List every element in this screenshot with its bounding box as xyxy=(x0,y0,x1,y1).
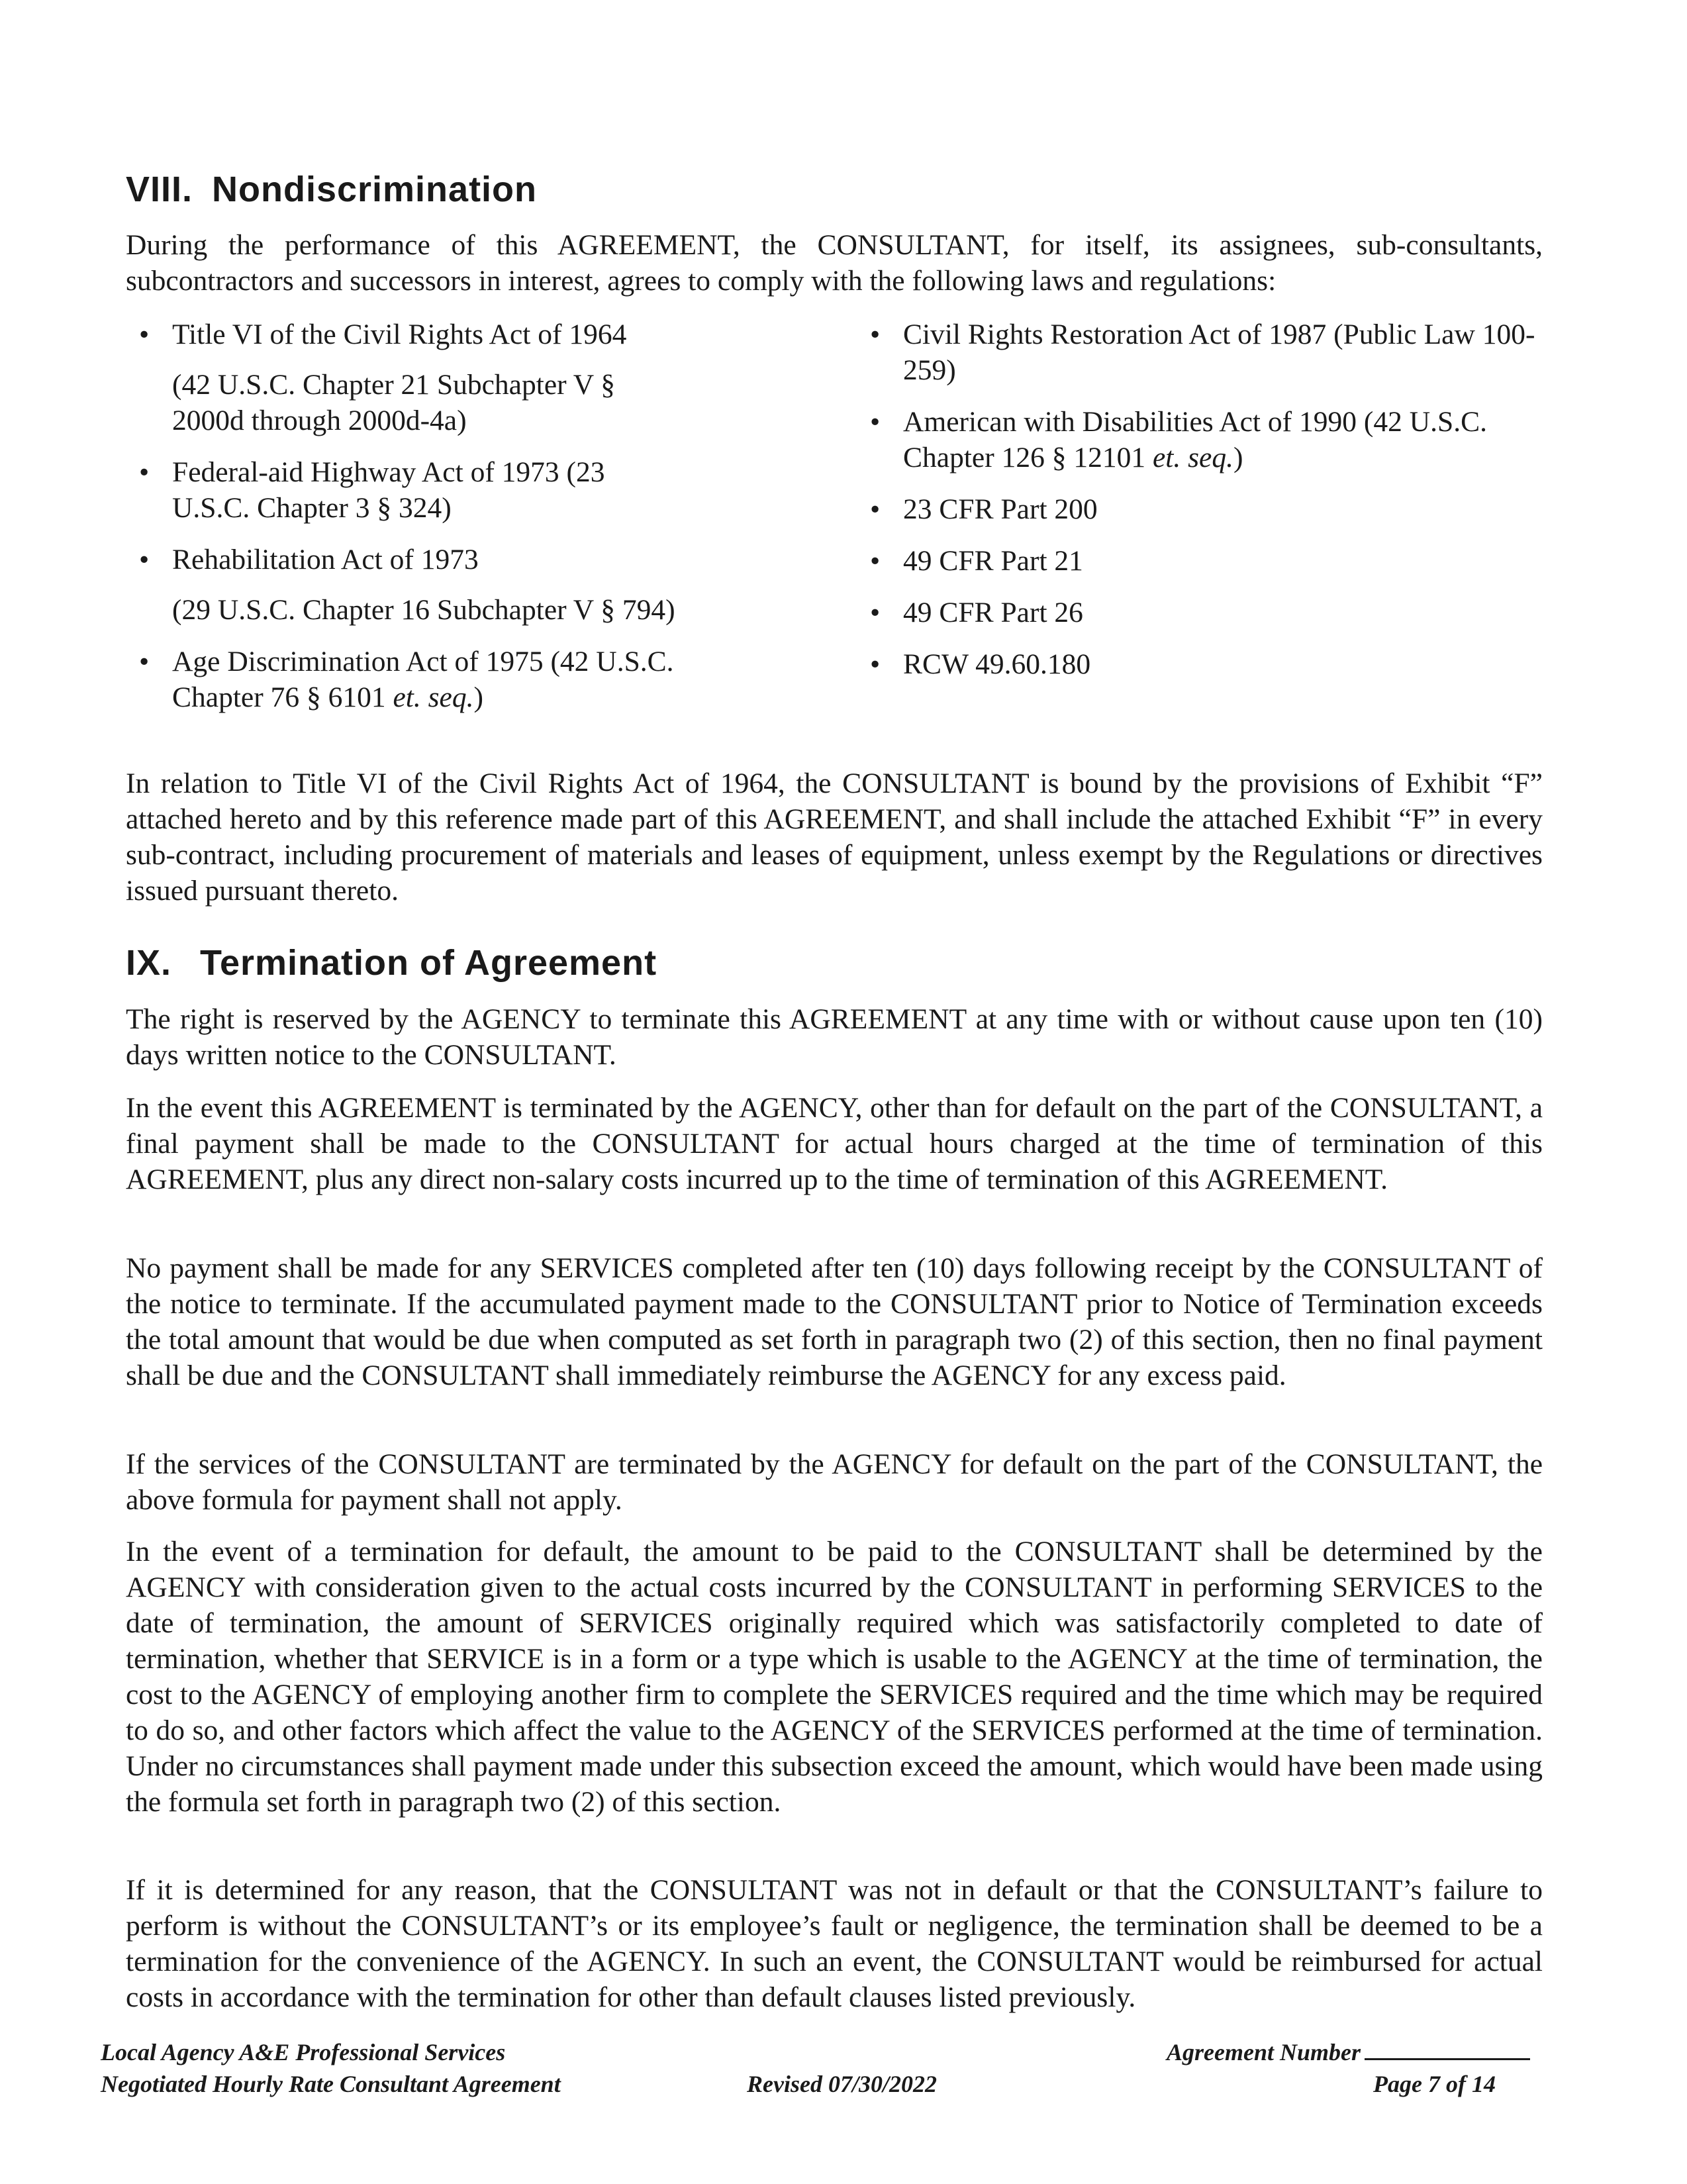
footer-agreement-number xyxy=(1167,2034,1530,2070)
law-item: • Title VI of the Civil Rights Act of 1964 (42 U.S.C. Chapter 21 Subchapter V § 2000d through 2000d-4a) xyxy=(132,317,675,438)
laws-list-right xyxy=(863,317,1552,682)
law-item: • Rehabilitation Act of 1973 (29 U.S.C. Chapter 16 Subchapter V § 794) xyxy=(132,542,675,628)
law-item: • 49 CFR Part 26 xyxy=(863,595,1552,630)
law-item: • Civil Rights Restoration Act of 1987 (Public Law 100-259) xyxy=(863,317,1552,388)
section-8-closing: In relation to Title VI of the Civil Rights Act of 1964, the CONSULTANT is bound by the provisions of Exhibit “F” attached hereto and by this reference made part of this AGREEMENT, and shall include the attached Exhibit “F” in every sub-contract, including procurement of materials and leases of equipment, unless exempt by the Regulations or directives issued pursuant thereto. xyxy=(126,768,1543,907)
section-9-paragraph: If it is determined for any reason, that the CONSULTANT was not in default or that the CONSULTANT’s failure to perform is without the CONSULTANT’s or its employee’s fault or negligence, the termination shall be deemed to be a termination for the convenience of the AGENCY. In such an event, the CONSULTANT would be reimbursed for actual costs in accordance with the termination for other than default clauses listed previously. xyxy=(126,1874,1543,2013)
law-item: • 23 CFR Part 200 xyxy=(863,491,1552,527)
footer-left-line2: Negotiated Hourly Rate Consultant Agreement xyxy=(101,2071,561,2097)
section-9-title: Termination of Agreement xyxy=(200,943,657,983)
section-9-paragraph: The right is reserved by the AGENCY to terminate this AGREEMENT at any time with or without cause upon ten (10) days written notice to the CONSULTANT. xyxy=(126,1003,1543,1071)
agreement-number-label: Agreement Number xyxy=(1167,2039,1361,2065)
section-8-number: VIII. xyxy=(126,170,193,209)
section-9-paragraph: If the services of the CONSULTANT are terminated by the AGENCY for default on the part of the CONSULTANT, the above formula for payment shall not apply. xyxy=(126,1448,1543,1516)
section-9-heading xyxy=(126,942,657,984)
section-8-title: Nondiscrimination xyxy=(212,170,538,209)
law-item: • Age Discrimination Act of 1975 (42 U.S.C. Chapter 76 § 6101 et. seq.) xyxy=(132,644,675,715)
agreement-number-blank xyxy=(1365,2036,1530,2060)
law-item: • 49 CFR Part 21 xyxy=(863,543,1552,579)
section-8-heading xyxy=(126,168,537,211)
section-9-number: IX. xyxy=(126,943,172,983)
law-item: • RCW 49.60.180 xyxy=(863,646,1552,682)
section-9-paragraph: No payment shall be made for any SERVICES completed after ten (10) days following receipt by the CONSULTANT of the notice to terminate. If the accumulated payment made to the CONSULTANT prior to Notice of Termination exceeds the total amount that would be due when computed as set forth in paragraph two (2) of this section, then no final payment shall be due and the CONSULTANT shall immediately reimburse the AGENCY for any excess paid. xyxy=(126,1252,1543,1391)
law-item: • Federal-aid Highway Act of 1973 (23 U.S.C. Chapter 3 § 324) xyxy=(132,454,675,526)
footer-page-number: Page 7 of 14 xyxy=(1373,2071,1496,2097)
section-9-paragraph: In the event this AGREEMENT is terminated by the AGENCY, other than for default on the part of the CONSULTANT, a final payment shall be made to the CONSULTANT for actual hours charged at the time of termination of this AGREEMENT, plus any direct non-salary costs incurred up to the time of termination of this AGREEMENT. xyxy=(126,1092,1543,1195)
footer-revised: Revised 07/30/2022 xyxy=(747,2071,937,2097)
section-9-paragraph: In the event of a termination for default, the amount to be paid to the CONSULTANT shall be determined by the AGENCY with consideration given to the actual costs incurred by the CONSULTANT in performing SERVICES to the date of termination, the amount of SERVICES originally required which was satisfactorily completed to date of termination, whether that SERVICE is in a form or a type which is usable to the AGENCY at the time of termination, the cost to the AGENCY of employing another firm to complete the SERVICES required and the time which may be required to do so, and other factors which affect the value to the AGENCY of the SERVICES performed at the time of termination. Under no circumstances shall payment made under this subsection exceed the amount, which would have been made using the formula set forth in paragraph two (2) of this section. xyxy=(126,1536,1543,1818)
law-item: • American with Disabilities Act of 1990 (42 U.S.C. Chapter 126 § 12101 et. seq.) xyxy=(863,404,1552,475)
laws-list-left xyxy=(132,317,675,715)
footer-left-line1: Local Agency A&E Professional Services xyxy=(101,2039,506,2065)
section-8-intro: During the performance of this AGREEMENT, the CONSULTANT, for itself, its assignees, sub-consultants, subcontractors and successors in interest, agrees to comply with the following laws and regulations: xyxy=(126,229,1543,297)
